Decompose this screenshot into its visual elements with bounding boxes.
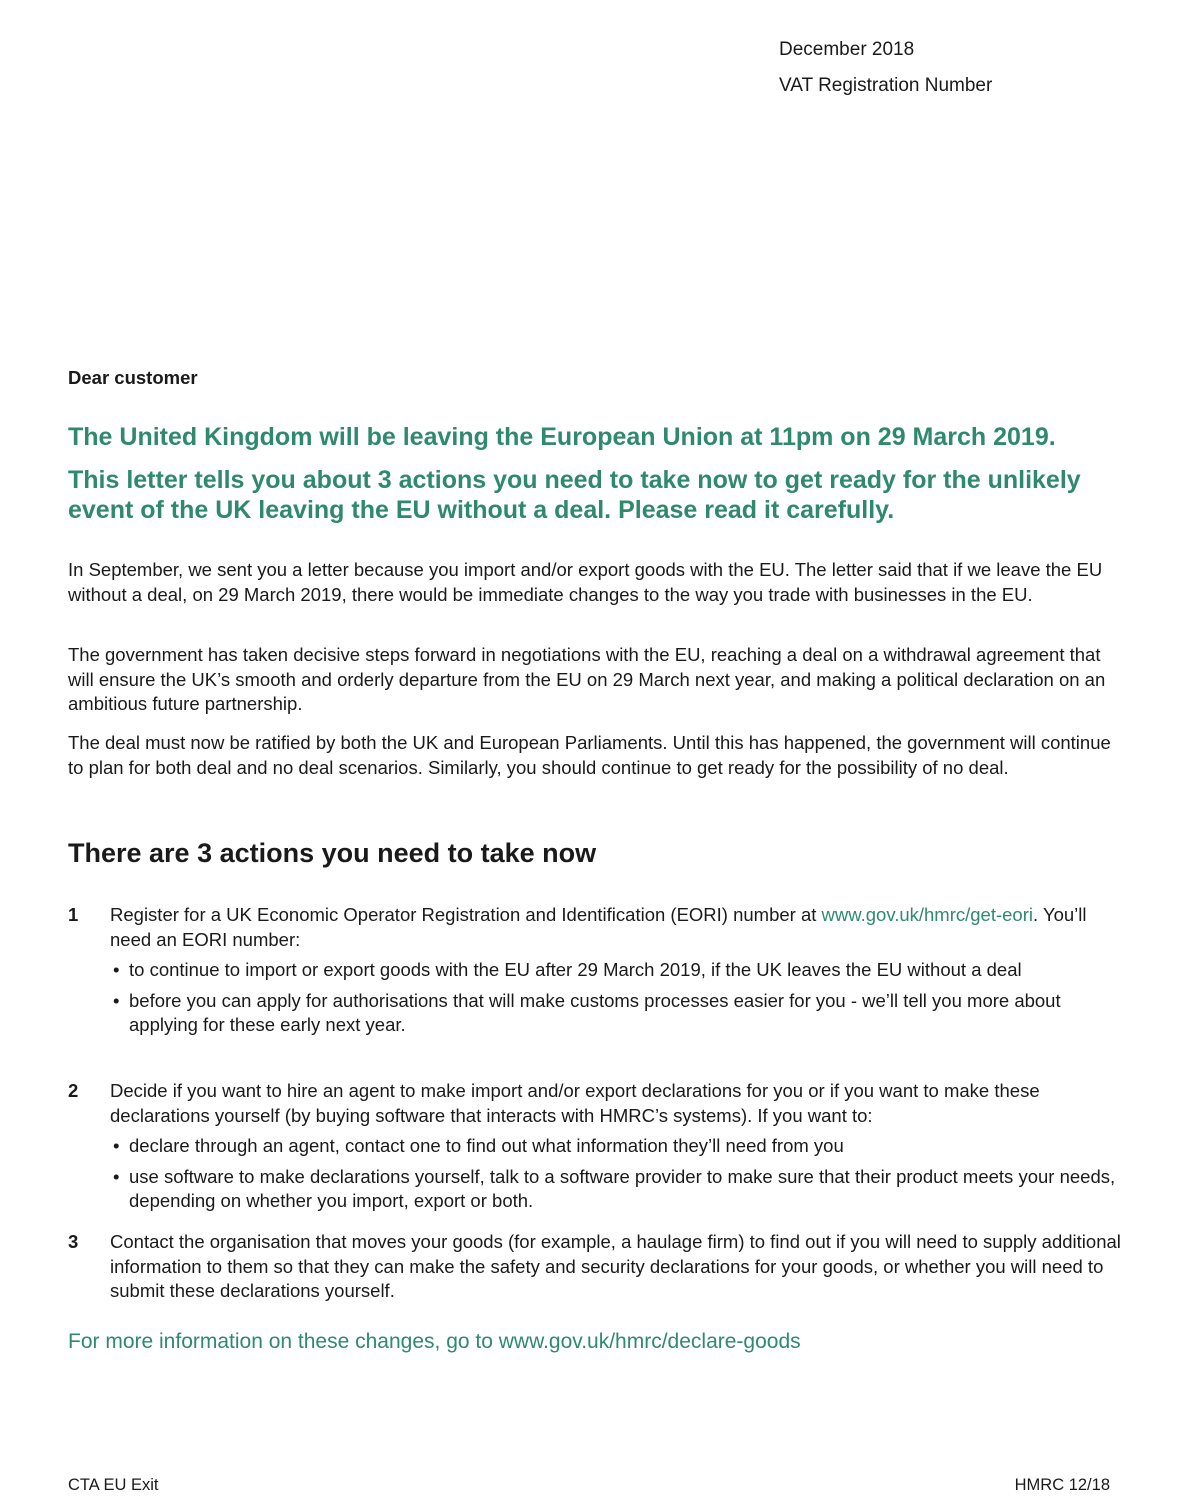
letter-date: December 2018 (779, 39, 915, 60)
bullet-dot-icon: • (113, 1135, 120, 1156)
action-text: Register for a UK Economic Operator Registration and Identification (EORI) number at (110, 904, 822, 925)
bullet-list (110, 1134, 1128, 1214)
actions-heading: There are 3 actions you need to take now (68, 838, 597, 868)
intro-paragraph-2: The government has taken decisive steps forward in negotiations with the EU, reaching a deal on a withdrawal agreement that will ensure the UK’s smooth and orderly departure from the EU on 29 March next year, and making a political declaration on an ambitious future partnership. (68, 644, 1106, 714)
bullet-dot-icon: • (113, 989, 120, 1011)
footer-reference: CTA EU Exit (68, 1476, 159, 1494)
salutation: Dear customer (68, 367, 198, 388)
intro-paragraph-3: The deal must now be ratified by both the UK and European Parliaments. Until this has happened, the government will continue to plan for both deal and no deal scenarios. Similarly, you should continue to get ready for the possibility of no deal. (68, 732, 1111, 778)
vat-registration-label: VAT Registration Number (779, 75, 993, 96)
action-text: Contact the organisation that moves your goods (for example, a haulage firm) to find out if you will need to supply additional information to them so that they can make the safety and security declarations for your goods, or whether you will need to submit these declarations yourself. (110, 1231, 1121, 1301)
action-item-2 (68, 1079, 1128, 1220)
bullet-item: • use software to make declarations yourself, talk to a software provider to make sure that their product meets your needs, depending on whether you import, export or both. (113, 1165, 1116, 1211)
action-number: 2 (68, 1080, 79, 1101)
headline-leaving-eu: The United Kingdom will be leaving the European Union at 11pm on 29 March 2019. (68, 423, 1056, 451)
action-text-continued: . You’ll need an EORI number: (110, 904, 1087, 950)
headline-actions-summary: This letter tells you about 3 actions you need to take now to get ready for the unlikely event of the UK leaving the EU without a deal. Please read it carefully. (68, 466, 1081, 524)
action-number: 3 (68, 1231, 79, 1252)
bullet-dot-icon: • (113, 959, 120, 980)
bullet-item: • declare through an agent, contact one to find out what information they’ll need from you (110, 1134, 1128, 1159)
bullet-item: • before you can apply for authorisations that will make customs processes easier for you - we’ll tell you more about applying for these early next year. (113, 989, 1061, 1035)
eori-link[interactable]: www.gov.uk/hmrc/get-eori (821, 904, 1033, 925)
bullet-dot-icon: • (113, 1165, 120, 1187)
action-text: Decide if you want to hire an agent to make import and/or export declarations for you or if you want to make these declarations yourself (by buying software that interacts with HMRC’s systems). If you want to: (110, 1080, 1040, 1126)
date-block (779, 32, 992, 104)
action-body (110, 1230, 1128, 1304)
action-body (110, 903, 1128, 1038)
bullet-list (110, 958, 1128, 1038)
action-item-1 (68, 903, 1128, 1044)
more-info-link[interactable]: For more information on these changes, go to www.gov.uk/hmrc/declare-goods (68, 1330, 801, 1353)
action-body (110, 1079, 1128, 1214)
intro-paragraph-1: In September, we sent you a letter because you import and/or export goods with the EU. The letter said that if we leave the EU without a deal, on 29 March 2019, there would be immediate changes to the way you trade with businesses in the EU. (68, 559, 1103, 605)
bullet-item: • to continue to import or export goods with the EU after 29 March 2019, if the UK leaves the EU without a deal (110, 958, 1128, 983)
action-item-3 (68, 1230, 1128, 1304)
action-number: 1 (68, 904, 79, 925)
footer-code: HMRC 12/18 (1014, 1476, 1110, 1494)
